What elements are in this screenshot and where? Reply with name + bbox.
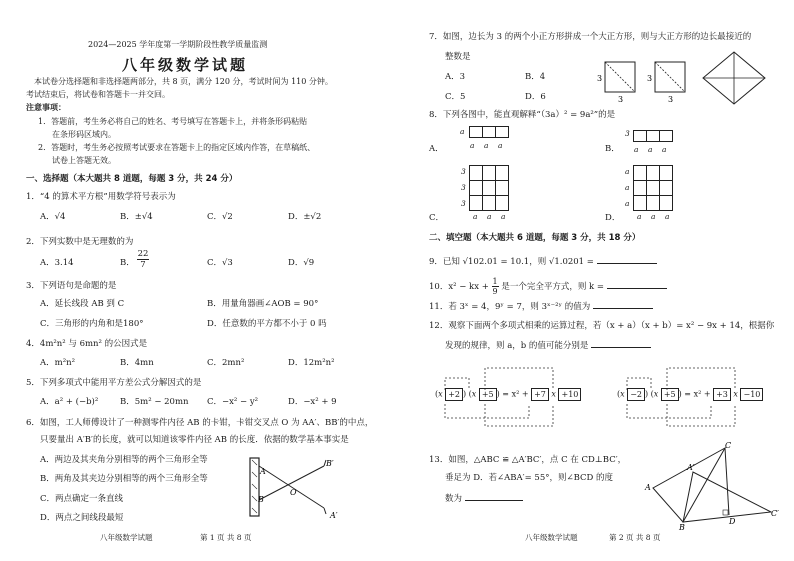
- q13-answer-blank[interactable]: [465, 492, 523, 501]
- q3-option-a: A．延长线段 AB 到 C: [40, 299, 125, 309]
- q7-option-c: C．5: [445, 92, 466, 102]
- q12-stem-1: 12．观察下面两个多项式相乘的运算过程，若（x + a）（x + b）= x² − 9x + 14，根据你: [429, 321, 775, 331]
- d2-box-minus2: −2: [627, 388, 645, 401]
- q6-caliper-figure: [242, 452, 352, 524]
- footer-left-name: 八年级数学试题: [100, 533, 153, 542]
- q1-option-c: C．√2: [207, 212, 233, 222]
- q7-side-label-4: 3: [668, 95, 674, 104]
- q12-stem-2: [445, 339, 651, 352]
- q7-big-square-figure: [701, 50, 767, 106]
- q6-label-a: A: [260, 467, 266, 476]
- q3-stem: 3．下列语句是命题的是: [26, 281, 117, 291]
- q8d-side-3: a: [625, 199, 630, 208]
- q8a-bottom-a1: a: [470, 141, 475, 150]
- q9-answer-blank[interactable]: [597, 255, 657, 264]
- q13-label-c: C: [725, 441, 732, 450]
- footer-right-page: 第 2 页 共 8 页: [609, 533, 661, 542]
- q8-option-c: C．: [429, 213, 445, 223]
- q8b-side-3: 3: [625, 129, 630, 138]
- exam-line: 2024—2025 学年度第一学期阶段性教学质量监测: [88, 40, 268, 49]
- note-1b: 在条形码区域内。: [52, 130, 116, 139]
- q13-label-a-prime: A′: [687, 463, 695, 472]
- q6-option-c: C．两点确定一条直线: [40, 494, 124, 504]
- q11-text: 11．若 3ˣ = 4，9ʸ = 7，则 3ˣ⁻²ʸ 的值为: [429, 302, 591, 312]
- q8-option-a: A．: [429, 144, 444, 154]
- d2-x3: x: [733, 389, 738, 399]
- q10-text-b: 是一个完全平方式，则 k =: [501, 282, 604, 292]
- q10-fraction: [492, 277, 499, 296]
- q12-answer-blank[interactable]: [591, 339, 651, 348]
- q8c-bottom-a3: a: [501, 212, 506, 221]
- q5-option-c: C．−x² − y²: [207, 397, 259, 407]
- q8d-side-2: a: [625, 183, 630, 192]
- d2-box-plus3: +3: [713, 388, 731, 401]
- q4-option-c: C．2mn²: [207, 358, 245, 368]
- q8a-bottom-a2: a: [484, 141, 489, 150]
- q10-fraction-num: 1: [492, 277, 498, 286]
- q3-option-d: D．任意数的平方都不小于 0 吗: [207, 319, 327, 329]
- q7-two-squares-figure: [595, 58, 695, 104]
- q8b-bottom-a1: a: [634, 145, 639, 154]
- q12-diagram-1: (x +2 ) (x +5 ) = x² + +7 x +10: [435, 388, 581, 401]
- q5-option-a: A．a² + (−b)²: [40, 397, 99, 407]
- q13-triangles-figure: [643, 440, 788, 530]
- q3-option-b: B．用量角器画∠AOB = 90°: [207, 299, 319, 309]
- q8d-grid: [633, 165, 673, 211]
- q4-option-d: D．12m²n²: [288, 358, 335, 368]
- q1-option-d: D．±√2: [288, 212, 322, 222]
- intro-line-2: 考试结束后，将试卷和答题卡一并交回。: [26, 90, 170, 99]
- q6-label-b: B: [258, 495, 264, 504]
- q8-option-b: B．: [605, 144, 620, 154]
- q8d-bottom-a2: a: [651, 212, 656, 221]
- section-1-heading: 一、选择题（本大题共 8 道题，每题 3 分，共 24 分）: [26, 174, 238, 184]
- d1-x1: x: [438, 389, 443, 399]
- q6-option-d: D．两点之间线段最短: [40, 513, 124, 523]
- q7-stem-2: 整数是: [445, 52, 471, 62]
- note-2a: 2．答题时，考生务必按照考试要求在答题卡上的指定区域内作答，在草稿纸、: [38, 143, 316, 152]
- d1-plus: +: [521, 389, 529, 399]
- q7-stem-1: 7．如图，边长为 3 的两个小正方形拼成一个大正方形，则与大正方形的边长最接近的: [429, 32, 752, 42]
- d2-x-squared: x²: [693, 389, 702, 399]
- exam-title: 八年级数学试题: [122, 56, 249, 74]
- page-2: [397, 0, 794, 561]
- d2-plus: +: [703, 389, 711, 399]
- d1-x-squared: x²: [511, 389, 520, 399]
- q9-text: 9．已知 √102.01 = 10.1，则 √1.0201 =: [429, 257, 594, 267]
- q1-option-a: A．√4: [40, 212, 66, 222]
- q6-stem-2: 只要量出 A′B′的长度，就可以知道该零件内径 AB 的长度．依据的数学基本事实是: [40, 435, 349, 445]
- q4-option-a: A．m²n²: [40, 358, 75, 368]
- q3-option-c: C．三角形的内角和是180°: [40, 319, 144, 329]
- q7-side-label-1: 3: [597, 74, 603, 83]
- q11-stem: [429, 300, 653, 313]
- q2-option-b: B．: [120, 258, 135, 268]
- q5-stem: 5．下列多项式中能用平方差公式分解因式的是: [26, 378, 202, 388]
- q8a-side-a: a: [460, 127, 465, 136]
- q12-diagram-2: (x −2 ) (x +5 ) = x² + +3 x −10: [617, 388, 763, 401]
- d1-box-plus5: +5: [479, 388, 497, 401]
- q2-fraction-num: 22: [137, 249, 149, 259]
- q2-stem: 2．下列实数中是无理数的为: [26, 237, 134, 247]
- note-1a: 1．答题前，考生务必将自己的姓名、考号填写在答题卡上，并将条形码粘贴: [38, 117, 308, 126]
- q9-stem: [429, 255, 657, 268]
- note-2b: 试卷上答题无效。: [52, 156, 116, 165]
- q13-stem-1: 13．如图，△ABC ≌ △A′BC′，点 C 在 CD⊥BC′，: [429, 455, 627, 465]
- q2-option-a: A．3.14: [40, 258, 74, 268]
- q2-option-c: C．√3: [207, 258, 233, 268]
- q8d-side-1: a: [625, 167, 630, 176]
- q5-option-b: B．5m² − 20mn: [120, 397, 189, 407]
- q4-stem: 4．4m²n² 与 6mn² 的公因式是: [26, 339, 148, 349]
- d1-box-plus7: +7: [531, 388, 549, 401]
- q13-label-b: B: [679, 523, 685, 530]
- q8b-bottom-a3: a: [662, 145, 667, 154]
- section-2-heading: 二、填空题（本大题共 6 道题，每题 3 分，共 18 分）: [429, 233, 641, 243]
- q6-label-a-prime: A′: [330, 511, 338, 520]
- q13-label-c-prime: C′: [771, 509, 779, 518]
- q8c-grid: [469, 165, 509, 211]
- q2-fraction: [137, 249, 149, 270]
- footer-right-name: 八年级数学试题: [525, 533, 578, 542]
- q10-stem: [429, 277, 667, 296]
- q7-option-a: A．3: [445, 72, 466, 82]
- q7-option-b: B．4: [525, 72, 546, 82]
- q8b-grid: [633, 130, 673, 142]
- q13-stem-3: [445, 492, 523, 505]
- q10-text-a: 10．x² − kx +: [429, 282, 489, 292]
- d1-x2: x: [471, 389, 477, 399]
- q13-stem-2: 垂足为 D．若∠ABA′= 55°，则∠BCD 的度: [445, 473, 614, 483]
- q11-answer-blank[interactable]: [593, 300, 653, 309]
- q13-label-d: D: [729, 517, 736, 526]
- q2-option-d: D．√9: [288, 258, 315, 268]
- q8d-bottom-a1: a: [637, 212, 642, 221]
- d1-box-plus10: +10: [558, 388, 581, 401]
- footer-left-page: 第 1 页 共 8 页: [200, 533, 252, 542]
- q1-option-b: B．±√4: [120, 212, 153, 222]
- q8c-bottom-a1: a: [473, 212, 478, 221]
- d1-x3: x: [551, 389, 556, 399]
- q6-stem-1: 6．如图，工人师傅设计了一种测零件内径 AB 的卡钳，卡钳交叉点 O 为 AA′、BB′的中点，: [26, 418, 374, 428]
- q5-option-d: D．−x² + 9: [288, 397, 337, 407]
- q13-text-c: 数为: [445, 494, 463, 504]
- intro-line-1: 本试卷分选择题和非选择题两部分，共 8 页，满分 120 分，考试时间为 110 分钟。: [34, 77, 333, 86]
- q7-option-d: D．6: [525, 92, 546, 102]
- notes-label: 注意事项：: [26, 103, 66, 112]
- q8b-bottom-a2: a: [648, 145, 653, 154]
- d2-box-minus10: −10: [740, 388, 763, 401]
- q8c-side-1: 3: [461, 167, 466, 176]
- q10-fraction-den: 9: [492, 287, 498, 296]
- q6-option-b: B．两角及其夹边分别相等的两个三角形全等: [40, 474, 208, 484]
- q4-option-b: B．4mn: [120, 358, 154, 368]
- q8c-bottom-a2: a: [487, 212, 492, 221]
- q8c-side-2: 3: [461, 183, 466, 192]
- q1-stem: 1．“4 的算术平方根”用数学符号表示为: [26, 192, 176, 202]
- q12-text-b: 发现的规律，则 a，b 的值可能分别是: [445, 341, 589, 351]
- d2-box-plus5: +5: [661, 388, 679, 401]
- q2-fraction-den: 7: [140, 260, 146, 270]
- d1-box-plus2: +2: [445, 388, 463, 401]
- q8a-bottom-a3: a: [498, 141, 503, 150]
- q8-stem: 8．下列各图中，能直观解释“（3a）² = 9a²”的是: [429, 110, 616, 120]
- d2-x1: x: [620, 389, 625, 399]
- q7-side-label-3: 3: [647, 74, 653, 83]
- q6-option-a: A．两边及其夹角分别相等的两个三角形全等: [40, 455, 208, 465]
- q7-side-label-2: 3: [618, 95, 624, 104]
- q10-answer-blank[interactable]: [607, 280, 667, 289]
- q13-label-a: A: [645, 483, 651, 492]
- q8d-bottom-a3: a: [665, 212, 670, 221]
- d2-x2: x: [653, 389, 659, 399]
- q8-option-d: D．: [605, 213, 621, 223]
- q6-label-b-prime: B′: [326, 459, 334, 468]
- q8c-side-3: 3: [461, 199, 466, 208]
- q6-label-o: O: [290, 488, 297, 497]
- q8a-grid: [469, 126, 509, 138]
